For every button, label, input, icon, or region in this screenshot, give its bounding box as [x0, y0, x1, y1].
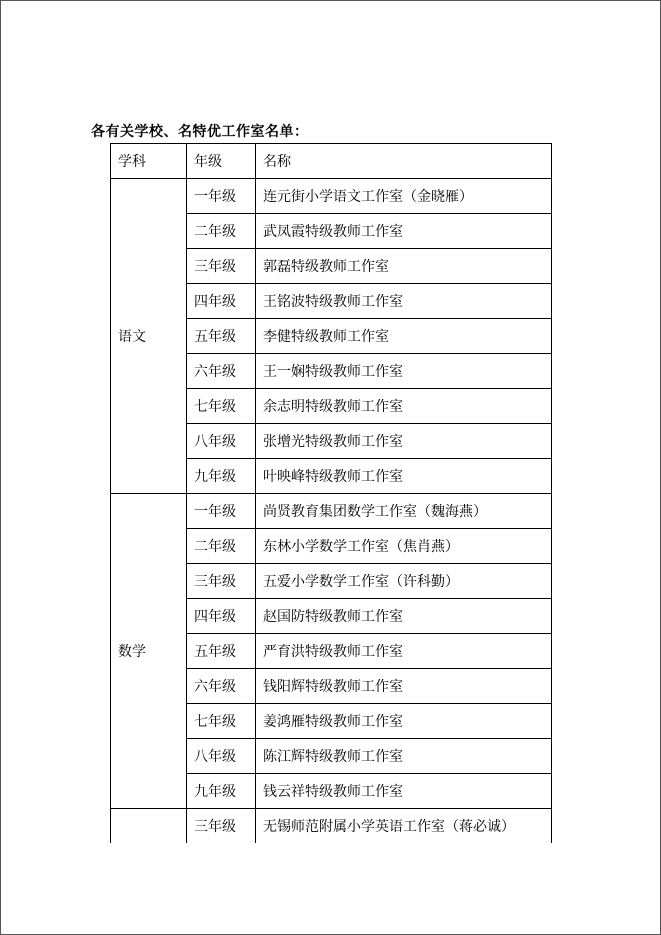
studio-name-cell: 郭磊特级教师工作室 [256, 249, 552, 284]
studio-name-cell: 余志明特级教师工作室 [256, 389, 552, 424]
grade-cell: 九年级 [187, 459, 256, 494]
grade-cell: 八年级 [187, 424, 256, 459]
grade-cell: 三年级 [187, 564, 256, 599]
studio-name-cell: 无锡师范附属小学英语工作室（蒋必诚） [256, 809, 552, 844]
studio-name-cell: 赵国防特级教师工作室 [256, 599, 552, 634]
studio-name-cell: 姜鸿雁特级教师工作室 [256, 704, 552, 739]
grade-cell: 四年级 [187, 284, 256, 319]
studio-name-cell: 钱阳辉特级教师工作室 [256, 669, 552, 704]
studio-name-cell: 王一娴特级教师工作室 [256, 354, 552, 389]
grade-cell: 一年级 [187, 179, 256, 214]
grade-cell: 八年级 [187, 739, 256, 774]
studio-roster-table [110, 143, 552, 843]
studio-name-cell: 尚贤教育集团数学工作室（魏海燕） [256, 494, 552, 529]
table-row [111, 179, 552, 214]
studio-name-cell: 叶映峰特级教师工作室 [256, 459, 552, 494]
subject-cell: 语文 [111, 179, 187, 494]
header-grade: 年级 [187, 144, 256, 179]
grade-cell: 二年级 [187, 214, 256, 249]
table-row [111, 809, 552, 844]
grade-cell: 四年级 [187, 599, 256, 634]
studio-name-cell: 张增光特级教师工作室 [256, 424, 552, 459]
header-subject: 学科 [111, 144, 187, 179]
grade-cell: 六年级 [187, 354, 256, 389]
studio-name-cell: 五爱小学数学工作室（许科勤） [256, 564, 552, 599]
header-name: 名称 [256, 144, 552, 179]
studio-name-cell: 钱云祥特级教师工作室 [256, 774, 552, 809]
table-row [111, 494, 552, 529]
grade-cell: 二年级 [187, 529, 256, 564]
grade-cell: 九年级 [187, 774, 256, 809]
table-body [111, 179, 552, 844]
studio-name-cell: 连元街小学语文工作室（金晓雁） [256, 179, 552, 214]
studio-name-cell: 严育洪特级教师工作室 [256, 634, 552, 669]
studio-name-cell: 王铭波特级教师工作室 [256, 284, 552, 319]
grade-cell: 七年级 [187, 389, 256, 424]
studio-name-cell: 李健特级教师工作室 [256, 319, 552, 354]
document-heading: 各有关学校、名特优工作室名单： [91, 124, 309, 140]
grade-cell: 三年级 [187, 809, 256, 844]
subject-cell: 数学 [111, 494, 187, 809]
grade-cell: 三年级 [187, 249, 256, 284]
grade-cell: 七年级 [187, 704, 256, 739]
grade-cell: 五年级 [187, 634, 256, 669]
table-header-row [111, 144, 552, 179]
grade-cell: 六年级 [187, 669, 256, 704]
studio-name-cell: 陈江辉特级教师工作室 [256, 739, 552, 774]
subject-cell [111, 809, 187, 844]
studio-name-cell: 武凤霞特级教师工作室 [256, 214, 552, 249]
studio-name-cell: 东林小学数学工作室（焦肖燕） [256, 529, 552, 564]
grade-cell: 一年级 [187, 494, 256, 529]
grade-cell: 五年级 [187, 319, 256, 354]
